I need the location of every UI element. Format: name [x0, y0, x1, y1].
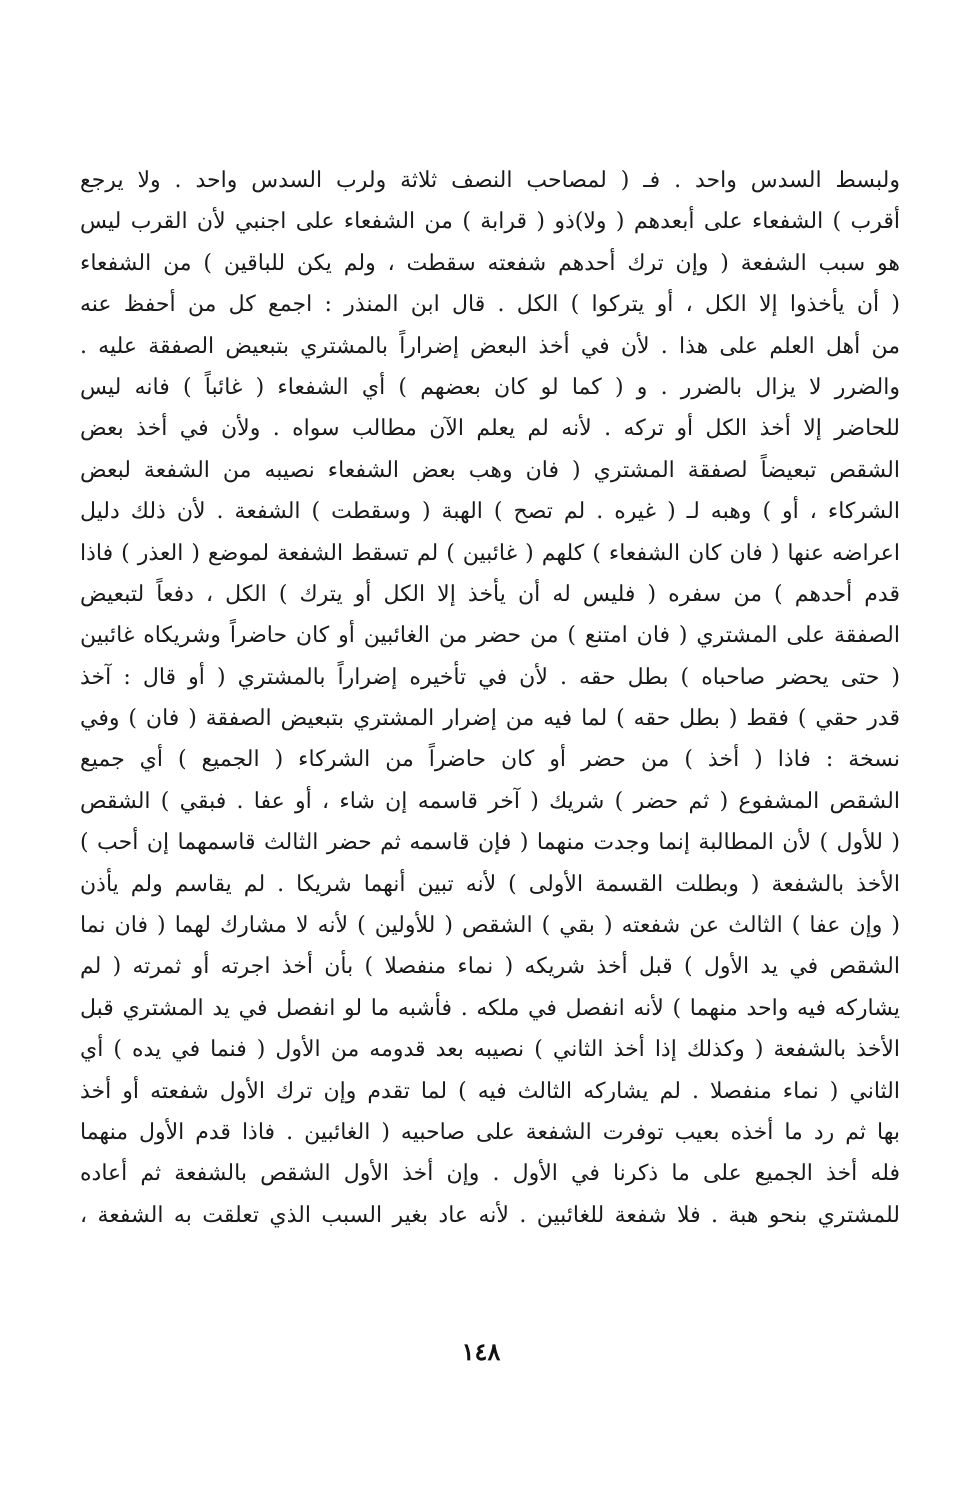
text-line: اعراضه عنها ( فان كان الشفعاء ) كلهم ( غائبين ) لم تسقط الشفعة لموضع ( العذر ) فاذا [80, 540, 900, 566]
text-line: الشقص تبعيضاً لصفقة المشتري ( فان وهب بعض الشفعاء نصيبه من الشفعة لبعض [80, 457, 900, 483]
text-line: الثاني ( نماء منفصلا . لم يشاركه الثالث فيه ) لما تقدم وإن ترك الأول شفعته أو أخذ [80, 1078, 900, 1104]
text-line: الصفقة على المشتري ( فان امتنع ) من حضر من الغائبين أو كان حاضراً وشريكاه غائبين [80, 623, 900, 649]
text-line: ولبسط السدس واحد . فـ ( لمصاحب النصف ثلاثة ولرب السدس واحد . ولا يرجع [80, 168, 900, 193]
body-text [80, 160, 900, 1236]
text-line: الشقص المشفوع ( ثم حضر ) شريك ( آخر قاسمه إن شاء ، أو عفا . فبقي ) الشقص [80, 788, 900, 814]
text-line: يشاركه فيه واحد منهما ) لأنه انفصل في ملكه . فأشبه ما لو انفصل في يد المشتري قبل [80, 995, 900, 1021]
text-line: للمشتري بنحو هبة . فلا شفعة للغائبين . لأنه عاد بغير السبب الذي تعلقت به الشفعة ، [80, 1202, 900, 1228]
text-line: قدم أحدهم ) من سفره ( فليس له أن يأخذ إلا الكل أو يترك ) الكل ، دفعاً لتبعيض [80, 581, 900, 607]
text-line: الأخذ بالشفعة ( وبطلت القسمة الأولى ) لأنه تبين أنهما شريكا . لم يقاسم ولم يأذن [80, 871, 900, 897]
text-line: ( حتى يحضر صاحباه ) بطل حقه . لأن في تأخيره إضراراً بالمشتري ( أو قال : آخذ [80, 664, 900, 690]
text-line: والضرر لا يزال بالضرر . و ( كما لو كان بعضهم ) أي الشفعاء ( غائباً ) فانه ليس [80, 374, 900, 400]
text-line: هو سبب الشفعة ( وإن ترك أحدهم شفعته سقطت ، ولم يكن للباقين ) من الشفعاء [80, 250, 900, 276]
text-line: فله أخذ الجميع على ما ذكرنا في الأول . وإن أخذ الأول الشقص بالشفعة ثم أعاده [80, 1161, 900, 1187]
text-line: الشقص في يد الأول ) قبل أخذ شريكه ( نماء منفصلا ) بأن أخذ اجرته أو ثمرته ( لم [80, 954, 900, 980]
text-line: الشركاء ، أو ) وهبه لـ ( غيره . لم تصح ) الهبة ( وسقطت ) الشفعة . لأن ذلك دليل [80, 499, 900, 525]
text-line: للحاضر إلا أخذ الكل أو تركه . لأنه لم يعلم الآن مطالب سواه . ولأن في أخذ بعض [80, 416, 900, 442]
page-number: ١٤٨ [461, 1337, 501, 1366]
text-line: قدر حقي ) فقط ( بطل حقه ) لما فيه من إضرار المشتري بتبعيض الصفقة ( فان ) وفي [80, 706, 900, 732]
text-line: ( أن يأخذوا إلا الكل ، أو يتركوا ) الكل . قال ابن المنذر : اجمع كل من أحفظ عنه [80, 292, 900, 318]
text-line: من أهل العلم على هذا . لأن في أخذ البعض إضراراً بالمشتري بتبعيض الصفقة عليه . [80, 333, 900, 359]
text-line: أقرب ) الشفعاء على أبعدهم ( ولا)ذو ( قرابة ) من الشفعاء على اجنبي لأن القرب ليس [80, 209, 900, 235]
text-line: بها ثم رد ما أخذه بعيب توفرت الشفعة على صاحبيه ( الغائبين . فاذا قدم الأول منهما [80, 1119, 900, 1145]
text-line: الأخذ بالشفعة ( وكذلك إذا أخذ الثاني ) نصيبه بعد قدومه من الأول ( فنما في يده ) أي [80, 1037, 900, 1063]
text-line: نسخة : فاذا ( أخذ ) من حضر أو كان حاضراً من الشركاء ( الجميع ) أي جميع [80, 747, 900, 773]
text-line: ( وإن عفا ) الثالث عن شفعته ( بقي ) الشقص ( للأولين ) لأنه لا مشارك لهما ( فان نما [80, 913, 900, 939]
text-line: ( للأول ) لأن المطالبة إنما وجدت منهما ( فإن قاسمه ثم حضر الثالث قاسمهما إن أحب ) [80, 830, 900, 856]
